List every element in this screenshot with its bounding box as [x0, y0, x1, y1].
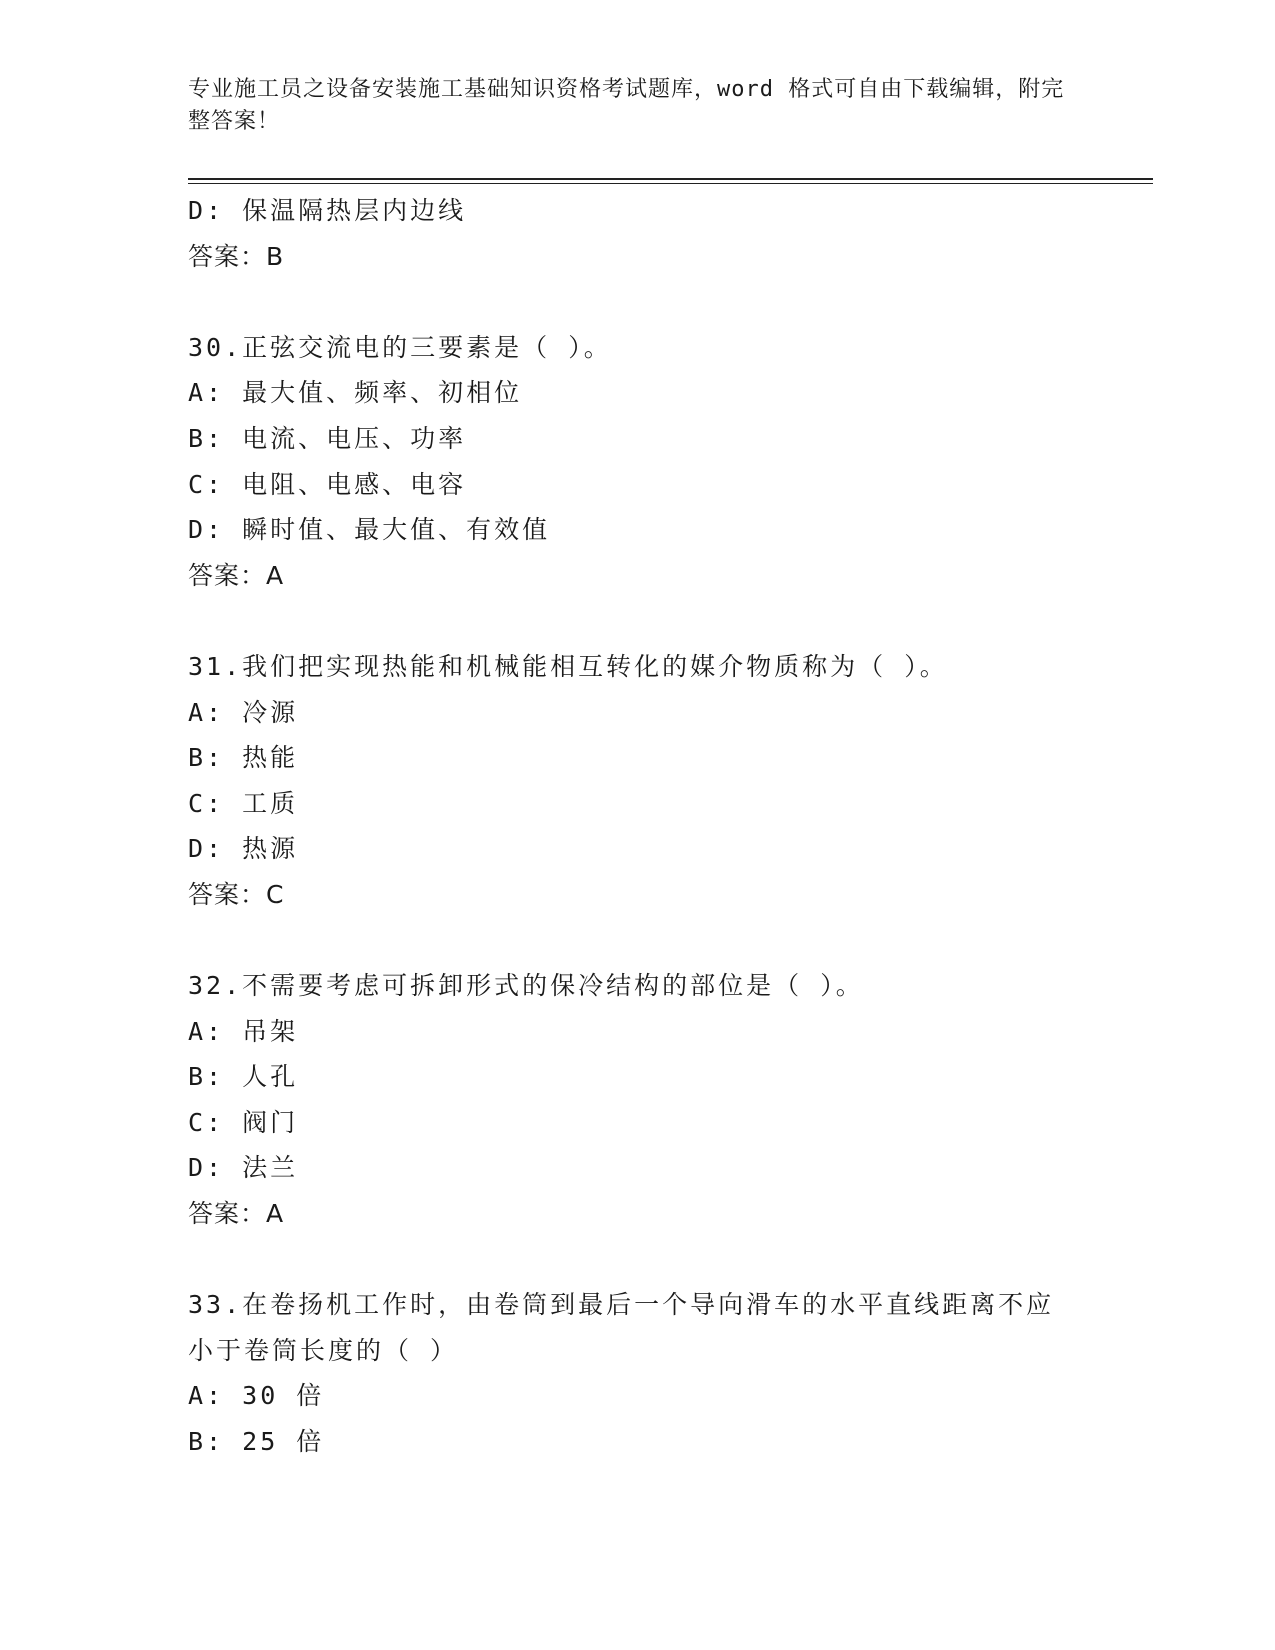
question-31	[188, 644, 1088, 918]
document-header: 专业施工员之设备安装施工基础知识资格考试题库，word 格式可自由下载编辑，附完整答案！	[188, 77, 1065, 134]
carryover-answer: 答案：B	[188, 241, 285, 271]
answer: 答案：A	[188, 560, 285, 590]
question-stem: 33.在卷扬机工作时，由卷筒到最后一个导向滑车的水平直线距离不应小于卷筒长度的（ ）	[188, 1290, 1055, 1365]
option-c: C: 阀门	[188, 1107, 299, 1137]
header-divider-thin	[188, 183, 1153, 184]
option-a: A: 冷源	[188, 697, 299, 727]
option-a: A: 吊架	[188, 1016, 299, 1046]
question-32	[188, 963, 1088, 1237]
option-a: A: 30 倍	[188, 1381, 325, 1411]
question-33	[188, 1282, 1088, 1464]
question-stem: 30.正弦交流电的三要素是（ ）。	[188, 332, 612, 362]
option-b: B: 热能	[188, 743, 299, 773]
option-d: D: 法兰	[188, 1153, 299, 1183]
option-b: B: 25 倍	[188, 1427, 325, 1457]
answer: 答案：A	[188, 1199, 285, 1229]
answer: 答案：C	[188, 879, 285, 909]
option-b: B: 人孔	[188, 1062, 299, 1092]
carryover-option-d: D: 保温隔热层内边线	[188, 196, 467, 225]
question-list	[188, 188, 1088, 1465]
option-b: B: 电流、电压、功率	[188, 423, 467, 453]
option-c: C: 工质	[188, 788, 299, 818]
option-a: A: 最大值、频率、初相位	[188, 378, 523, 408]
question-stem: 32.不需要考虑可拆卸形式的保冷结构的部位是（ ）。	[188, 971, 864, 1001]
question-stem: 31.我们把实现热能和机械能相互转化的媒介物质称为（ ）。	[188, 651, 948, 681]
option-d: D: 热源	[188, 834, 299, 864]
header-divider-thick	[188, 178, 1153, 180]
option-c: C: 电阻、电感、电容	[188, 469, 467, 499]
question-30	[188, 325, 1088, 599]
option-d: D: 瞬时值、最大值、有效值	[188, 515, 551, 545]
